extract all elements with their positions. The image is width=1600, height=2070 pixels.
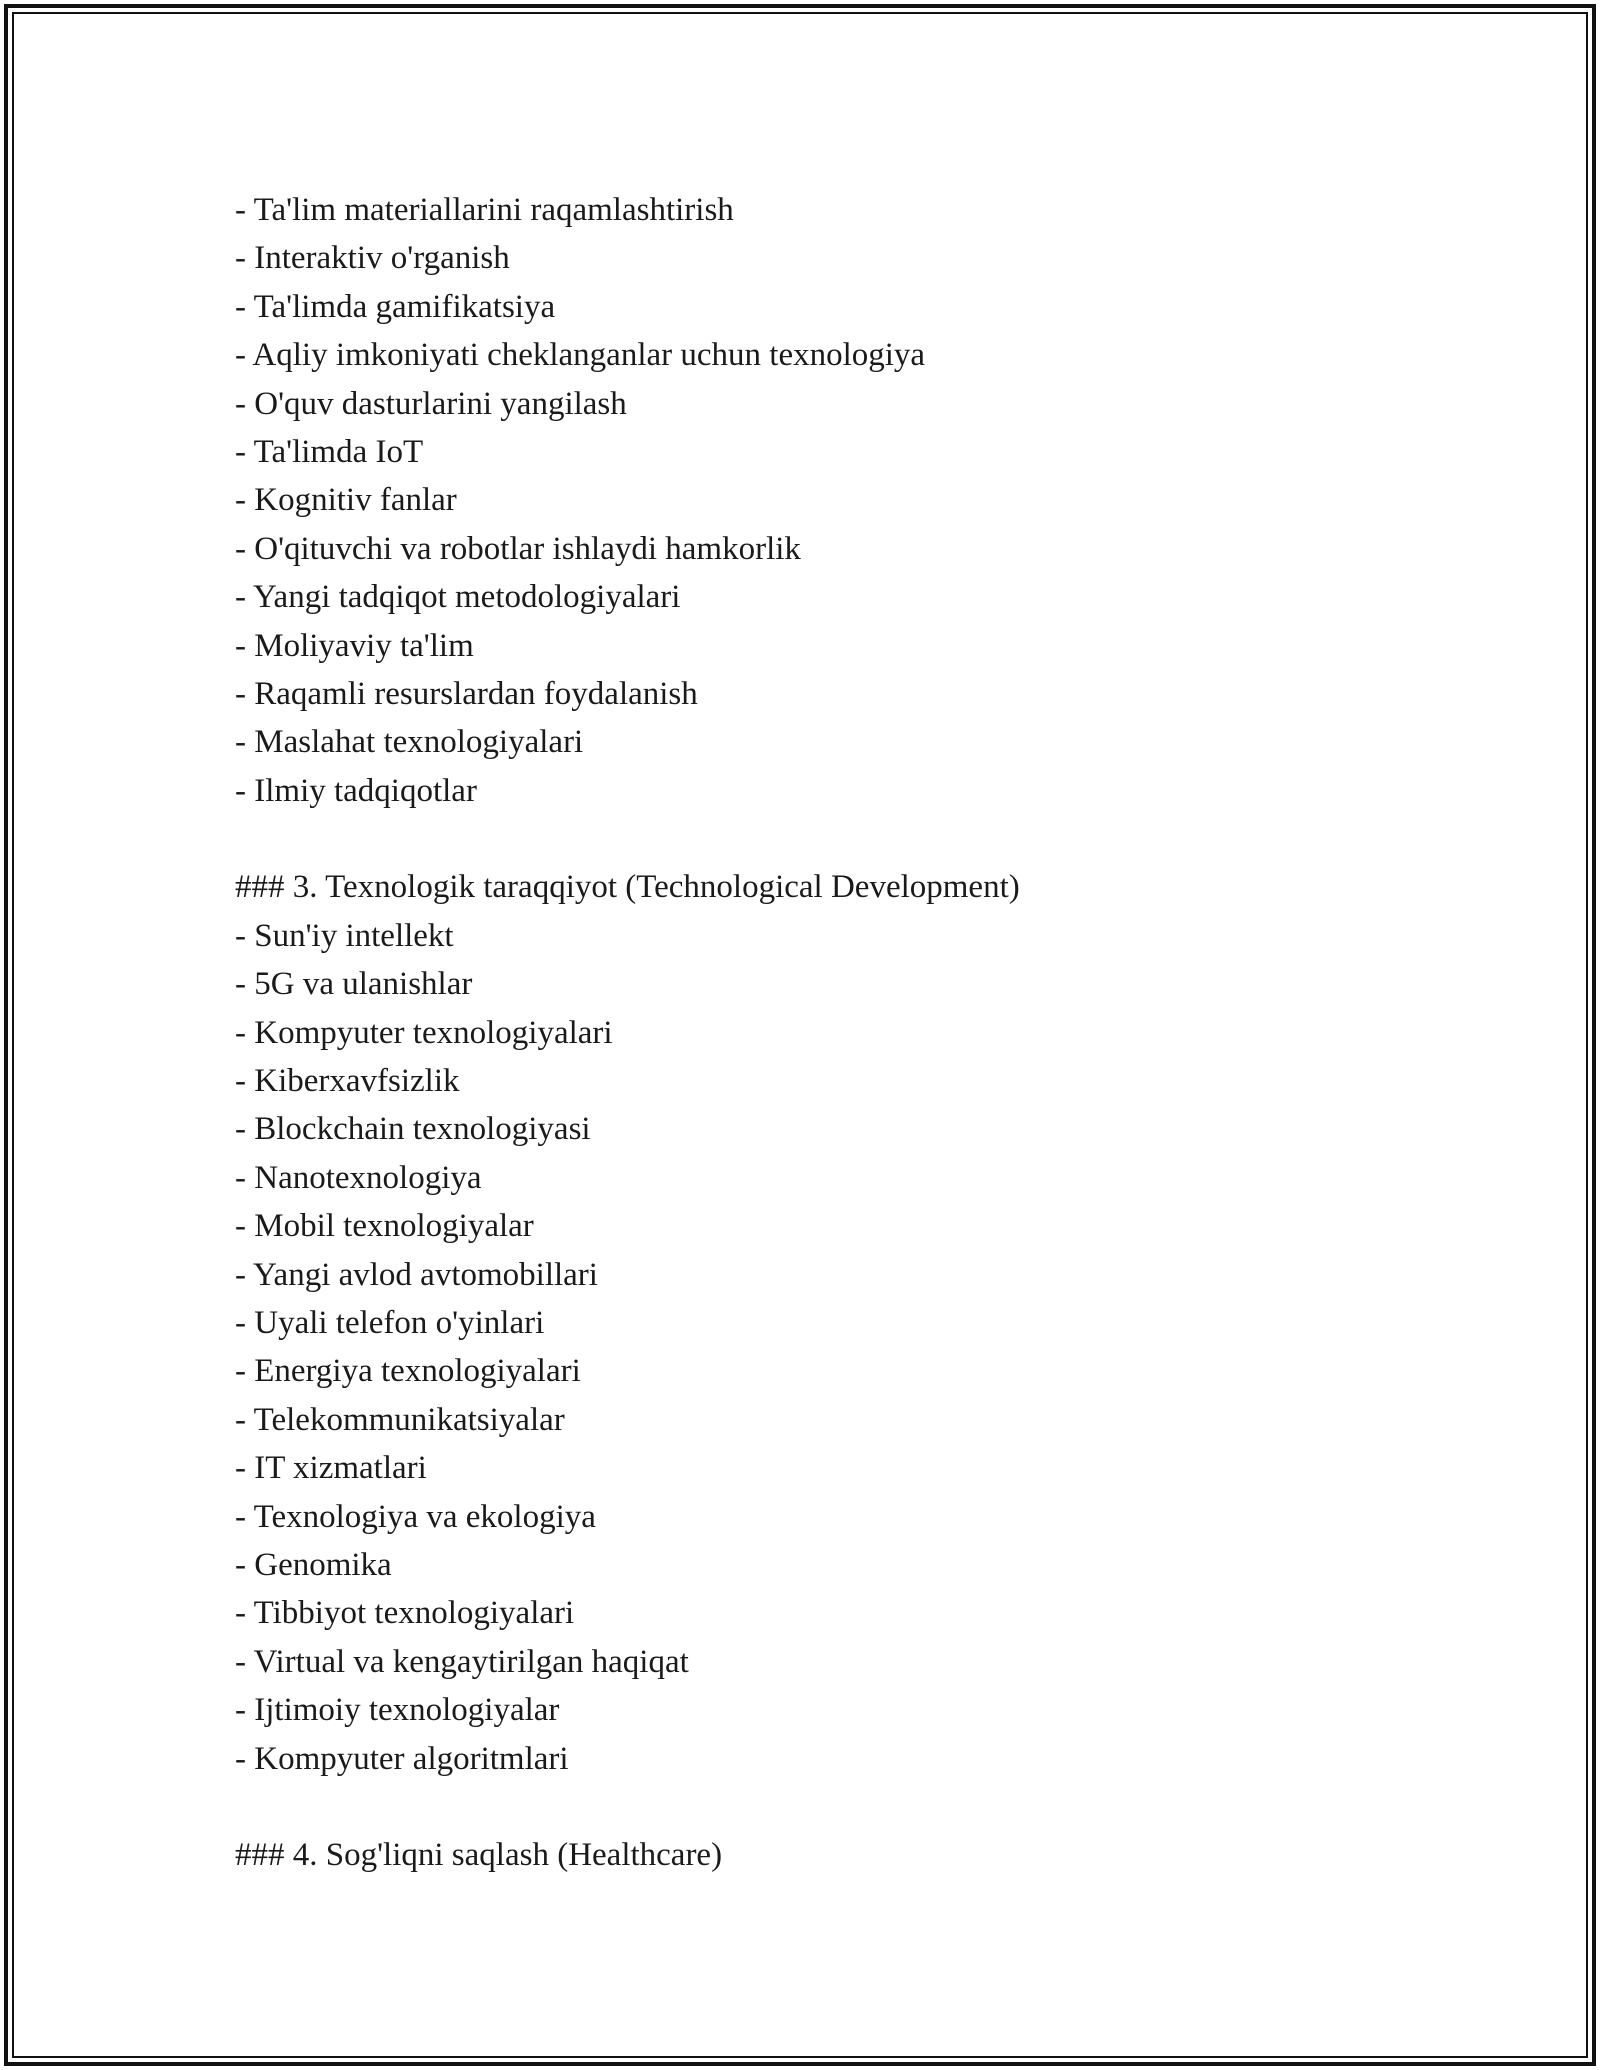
list-item: - Energiya texnologiyalari [235, 1353, 581, 1390]
list-item: - Ilmiy tadqiqotlar [235, 772, 477, 809]
list-item: - Virtual va kengaytirilgan haqiqat [235, 1643, 689, 1680]
list-item: - Yangi avlod avtomobillari [235, 1256, 598, 1293]
list-item: - Kiberxavfsizlik [235, 1063, 460, 1100]
list-item: - Genomika [235, 1546, 392, 1583]
list-item: - Kompyuter algoritmlari [235, 1740, 569, 1777]
list-item: - Blockchain texnologiyasi [235, 1111, 591, 1148]
list-item: - Moliyaviy ta'lim [235, 627, 474, 664]
list-item: - Aqliy imkoniyati cheklanganlar uchun texnologiya [235, 337, 926, 374]
list-item: - Kognitiv fanlar [235, 482, 457, 519]
blank-line [235, 1783, 1435, 1831]
list-item: - Sun'iy intellekt [235, 917, 454, 954]
list-item: - Interaktiv o'rganish [235, 240, 510, 277]
list-item: - Tibbiyot texnologiyalari [235, 1595, 575, 1632]
section-heading-technology: ### 3. Texnologik taraqqiyot (Technological Development) [235, 869, 1020, 906]
list-item: - Yangi tadqiqot metodologiyalari [235, 579, 681, 616]
list-item: - 5G va ulanishlar [235, 966, 473, 1003]
technology-topics-list [235, 912, 1435, 1783]
list-item: - Ta'limda IoT [235, 433, 424, 470]
list-item: - Mobil texnologiyalar [235, 1208, 534, 1245]
list-item: - Nanotexnologiya [235, 1159, 482, 1196]
blank-line [235, 815, 1435, 863]
education-topics-list [235, 186, 1435, 815]
list-item: - Maslahat texnologiyalari [235, 724, 584, 761]
list-item: - O'quv dasturlarini yangilash [235, 385, 627, 422]
list-item: - Ta'limda gamifikatsiya [235, 288, 556, 325]
list-item: - Texnologiya va ekologiya [235, 1498, 596, 1535]
list-item: - O'qituvchi va robotlar ishlaydi hamkorlik [235, 530, 801, 567]
section-heading-healthcare: ### 4. Sog'liqni saqlash (Healthcare) [235, 1837, 723, 1874]
list-item: - Ijtimoiy texnologiyalar [235, 1692, 560, 1729]
list-item: - IT xizmatlari [235, 1450, 427, 1487]
list-item: - Uyali telefon o'yinlari [235, 1304, 545, 1341]
list-item: - Ta'lim materiallarini raqamlashtirish [235, 192, 734, 228]
document-body [235, 186, 1435, 1880]
list-item: - Raqamli resurslardan foydalanish [235, 675, 698, 712]
list-item: - Telekommunikatsiyalar [235, 1401, 565, 1438]
list-item: - Kompyuter texnologiyalari [235, 1014, 613, 1051]
